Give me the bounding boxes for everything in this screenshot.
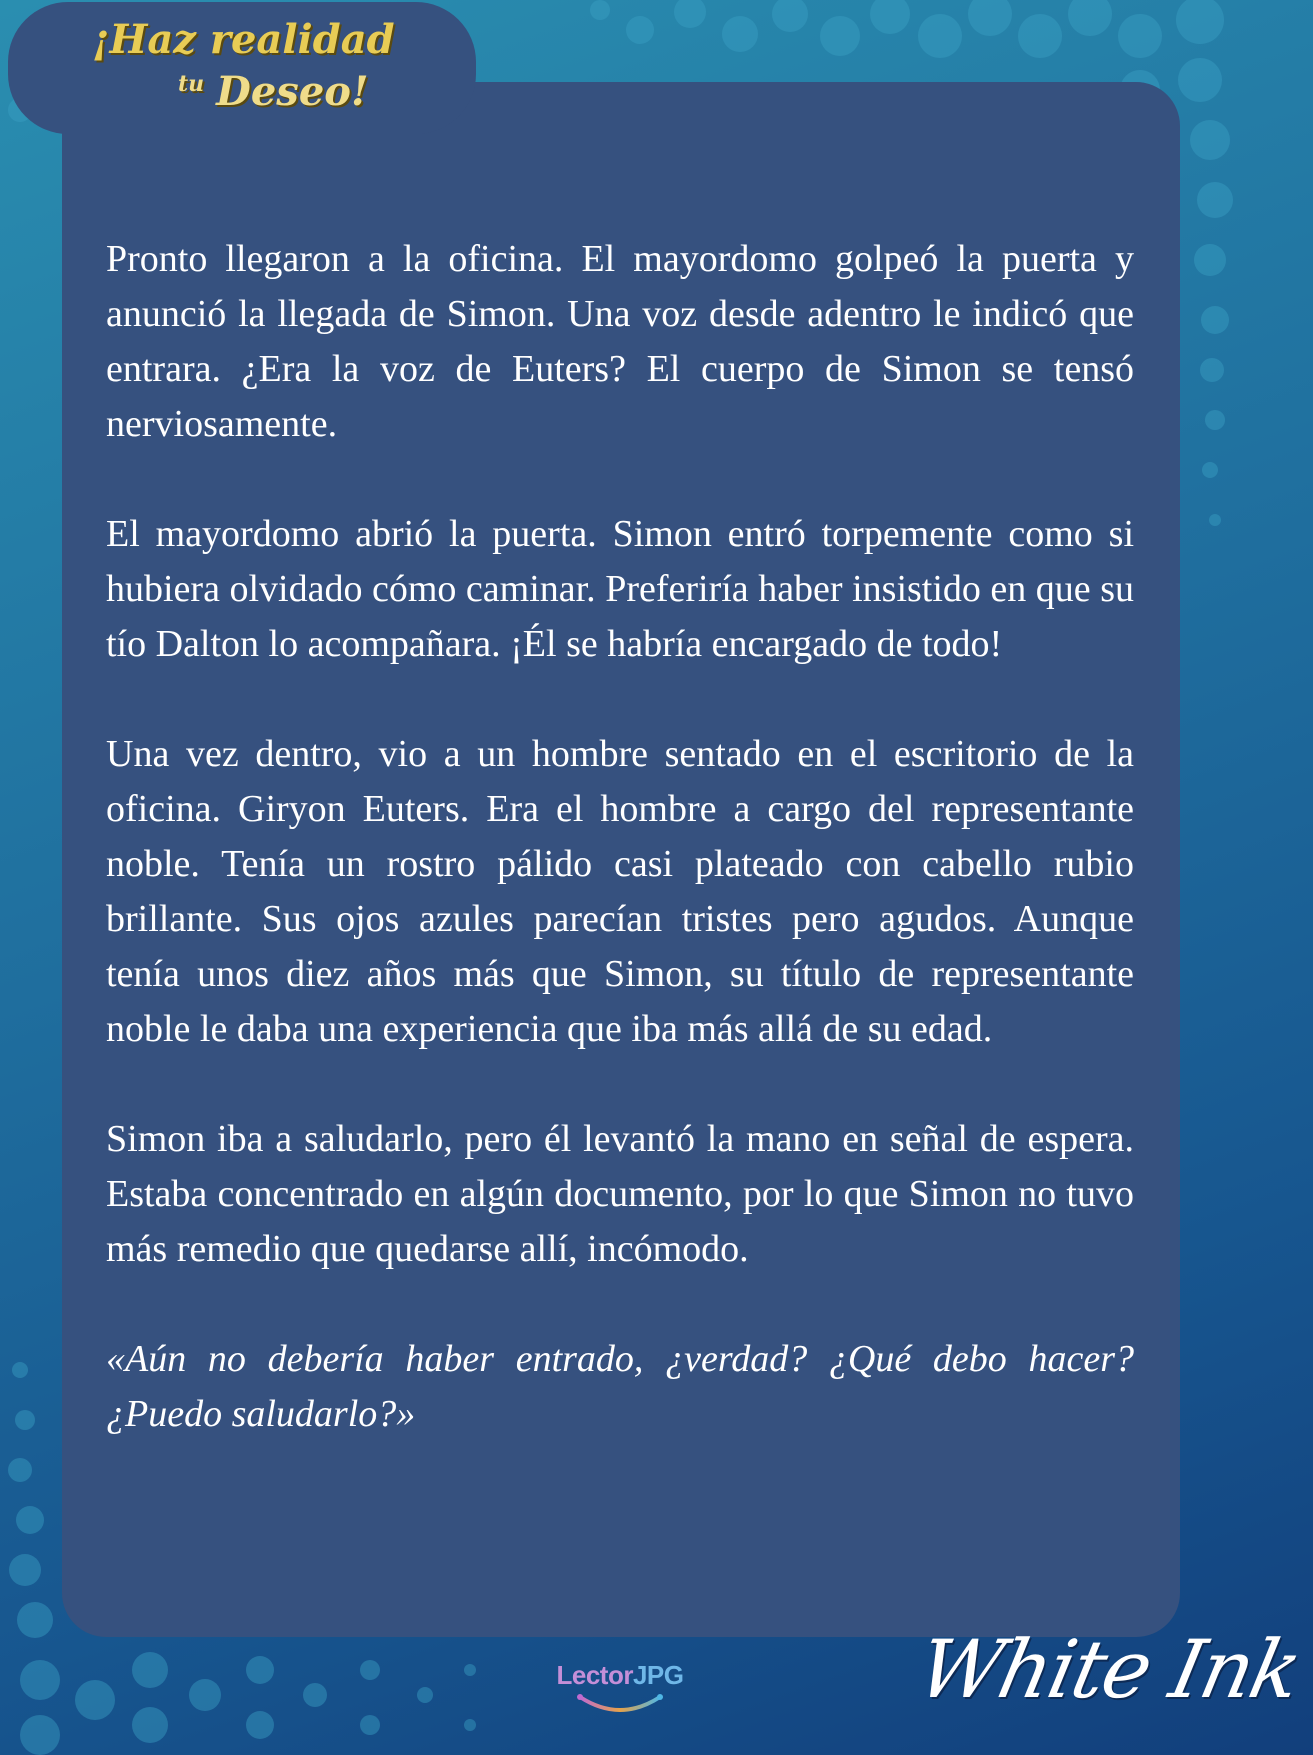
story-text	[106, 232, 1134, 1442]
lectorjpg-logo	[545, 1660, 695, 1730]
lectorjpg-logo-text-a: Lector	[556, 1660, 633, 1690]
logo-line2-small: tu	[178, 71, 205, 97]
logo-line1: ¡Haz realidad	[92, 16, 395, 63]
white-ink-signature: White Ink	[910, 1623, 1308, 1716]
logo	[92, 16, 395, 126]
paragraph-1: Pronto llegaron a la oficina. El mayordomo golpeó la puerta y anunció la llegada de Simon. Una voz desde adentro le indicó que entrara. ¿Era la voz de Euters? El cuerpo de Simon se tensó nerviosamente.	[106, 238, 1134, 445]
lectorjpg-logo-text	[545, 1660, 695, 1691]
logo-line2-main: Deseo!	[216, 68, 369, 115]
lectorjpg-logo-text-b: JPG	[632, 1660, 684, 1690]
paragraph-2: El mayordomo abrió la puerta. Simon entró torpemente como si hubiera olvidado cómo caminar. Preferiría haber insistido en que su tío Dalton lo acompañara. ¡Él se habría encargado de todo!	[106, 513, 1134, 665]
paragraph-5-thought: «Aún no debería haber entrado, ¿verdad? ¿Qué debo hacer? ¿Puedo saludarlo?»	[106, 1338, 1134, 1435]
paragraph-3: Una vez dentro, vio a un hombre sentado en el escritorio de la oficina. Giryon Euters. Era el hombre a cargo del representante noble. Tenía un rostro pálido casi plateado con cabello rubio brillante. Sus ojos azules parecían tristes pero agudos. Aunque tenía unos diez años más que Simon, su título de representante noble le daba una experiencia que iba más allá de su edad.	[106, 733, 1134, 1050]
logo-line2	[178, 68, 369, 115]
smile-arc-icon	[565, 1691, 675, 1721]
paragraph-4: Simon iba a saludarlo, pero él levantó la mano en señal de espera. Estaba concentrado en algún documento, por lo que Simon no tuvo más remedio que quedarse allí, incómodo.	[106, 1118, 1134, 1270]
